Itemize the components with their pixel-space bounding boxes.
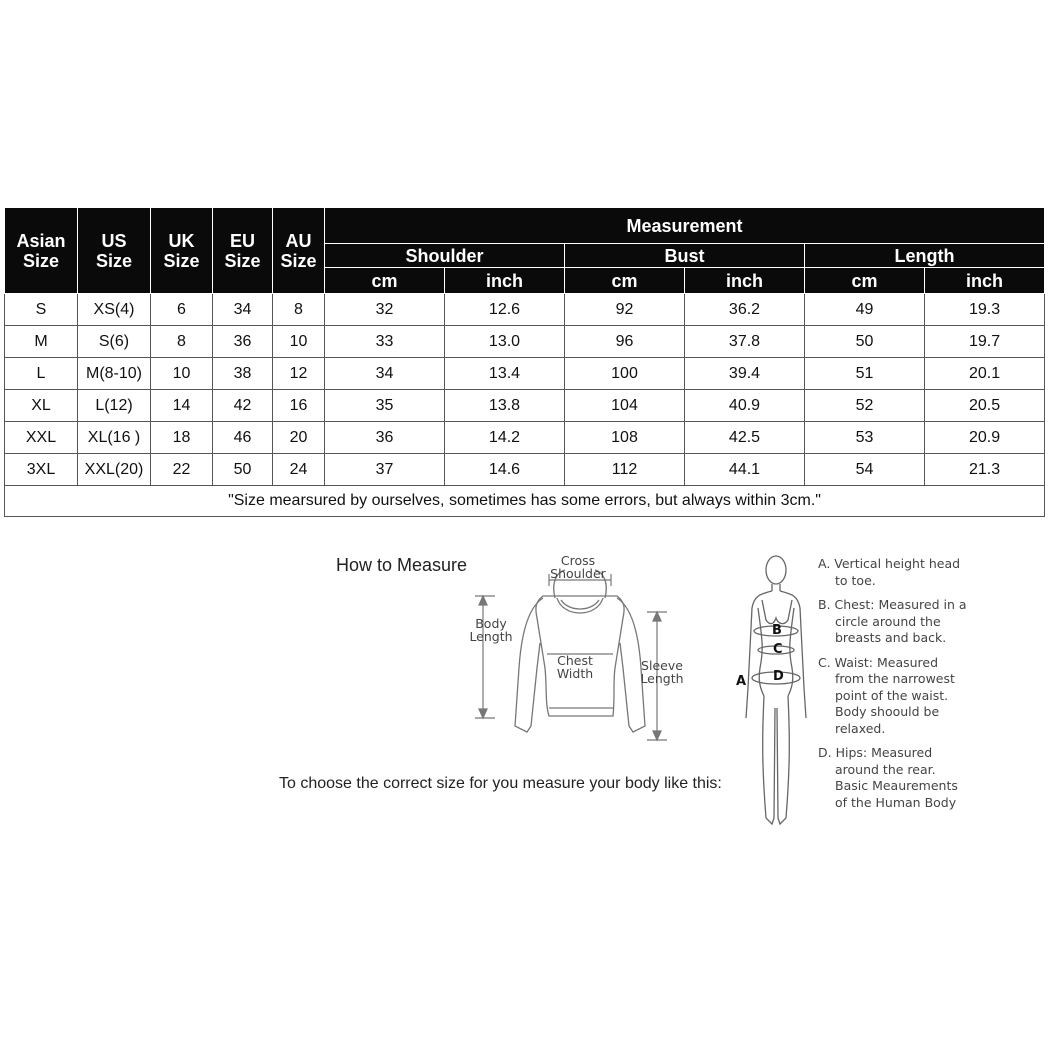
header-bust: Bust [565, 244, 805, 268]
table-cell: 36 [325, 422, 445, 454]
table-cell: 20.9 [925, 422, 1045, 454]
table-cell: 34 [325, 358, 445, 390]
table-cell: 14.6 [445, 454, 565, 486]
table-cell: 33 [325, 326, 445, 358]
table-cell: S(6) [78, 326, 151, 358]
table-row [5, 390, 1045, 422]
label-body-length: Body Length [469, 616, 513, 644]
table-cell: 39.4 [685, 358, 805, 390]
header-unit: inch [925, 268, 1045, 294]
table-cell: M [5, 326, 78, 358]
table-cell: 52 [805, 390, 925, 422]
table-cell: 37.8 [685, 326, 805, 358]
table-cell: 108 [565, 422, 685, 454]
header-us-size: US Size [78, 208, 151, 294]
table-cell: 10 [273, 326, 325, 358]
header-length: Length [805, 244, 1045, 268]
legend-item-d: D. Hips: Measured around the rear. Basic Meaurements of the Human Body [818, 745, 958, 810]
table-row [5, 422, 1045, 454]
legend-item-b: B. Chest: Measured in a circle around the breasts and back. [818, 597, 967, 645]
table-row [5, 294, 1045, 326]
header-uk-size: UK Size [151, 208, 213, 294]
table-cell: 53 [805, 422, 925, 454]
table-cell: S [5, 294, 78, 326]
table-row [5, 358, 1045, 390]
table-cell: 22 [151, 454, 213, 486]
label-chest-width: Chest Width [556, 653, 594, 681]
body-label-c: C [773, 642, 783, 657]
body-label-d: D [773, 669, 784, 684]
header-eu-size: EU Size [213, 208, 273, 294]
table-cell: XXL(20) [78, 454, 151, 486]
table-cell: 18 [151, 422, 213, 454]
table-cell: 24 [273, 454, 325, 486]
table-cell: 20.5 [925, 390, 1045, 422]
table-cell: 12.6 [445, 294, 565, 326]
table-cell: L [5, 358, 78, 390]
table-cell: 19.7 [925, 326, 1045, 358]
table-cell: 104 [565, 390, 685, 422]
how-to-measure-title: How to Measure [336, 555, 468, 575]
table-cell: 19.3 [925, 294, 1045, 326]
table-note: "Size mearsured by ourselves, sometimes has some errors, but always within 3cm." [5, 486, 1045, 517]
header-unit: cm [325, 268, 445, 294]
header-au-size: AU Size [273, 208, 325, 294]
size-chart-table [4, 207, 1045, 517]
table-cell: 44.1 [685, 454, 805, 486]
table-cell: 46 [213, 422, 273, 454]
table-cell: 13.4 [445, 358, 565, 390]
header-unit: inch [445, 268, 565, 294]
table-cell: 42 [213, 390, 273, 422]
table-cell: 14.2 [445, 422, 565, 454]
table-cell: 50 [213, 454, 273, 486]
table-cell: 34 [213, 294, 273, 326]
table-cell: 36 [213, 326, 273, 358]
table-cell: XS(4) [78, 294, 151, 326]
table-cell: XL [5, 390, 78, 422]
table-cell: 100 [565, 358, 685, 390]
table-cell: 37 [325, 454, 445, 486]
table-cell: 49 [805, 294, 925, 326]
table-cell: 20.1 [925, 358, 1045, 390]
header-asian-size: Asian Size [5, 208, 78, 294]
table-cell: 6 [151, 294, 213, 326]
table-cell: 8 [273, 294, 325, 326]
table-cell: 50 [805, 326, 925, 358]
table-cell: 96 [565, 326, 685, 358]
table-cell: 16 [273, 390, 325, 422]
table-cell: 35 [325, 390, 445, 422]
table-cell: 8 [151, 326, 213, 358]
legend-item-a: A. Vertical height head to toe. [818, 556, 961, 588]
table-cell: 38 [213, 358, 273, 390]
table-cell: 14 [151, 390, 213, 422]
label-cross-shoulder: Cross Shoulder [550, 553, 606, 581]
body-measure-legend [818, 556, 978, 819]
table-cell: 3XL [5, 454, 78, 486]
body-label-a: A [736, 674, 747, 689]
table-cell: 32 [325, 294, 445, 326]
label-sleeve-length: Sleeve Length [640, 658, 684, 686]
table-cell: 112 [565, 454, 685, 486]
table-cell: 42.5 [685, 422, 805, 454]
table-cell: L(12) [78, 390, 151, 422]
table-cell: 36.2 [685, 294, 805, 326]
table-cell: 20 [273, 422, 325, 454]
body-label-b: B [772, 623, 782, 638]
header-unit: inch [685, 268, 805, 294]
table-cell: XXL [5, 422, 78, 454]
header-unit: cm [565, 268, 685, 294]
table-cell: 51 [805, 358, 925, 390]
table-cell: 54 [805, 454, 925, 486]
header-measurement: Measurement [325, 208, 1045, 244]
body-diagram [740, 548, 820, 830]
header-unit: cm [805, 268, 925, 294]
table-row [5, 454, 1045, 486]
table-cell: 13.8 [445, 390, 565, 422]
table-cell: 10 [151, 358, 213, 390]
legend-item-c: C. Waist: Measured from the narrowest point of the waist. Body shoould be relaxed. [818, 654, 955, 736]
table-cell: M(8-10) [78, 358, 151, 390]
choose-size-instruction: To choose the correct size for you measure your body like this: [279, 775, 722, 792]
table-cell: 21.3 [925, 454, 1045, 486]
table-cell: XL(16 ) [78, 422, 151, 454]
table-cell: 13.0 [445, 326, 565, 358]
table-row [5, 326, 1045, 358]
header-shoulder: Shoulder [325, 244, 565, 268]
table-cell: 92 [565, 294, 685, 326]
table-cell: 12 [273, 358, 325, 390]
table-cell: 40.9 [685, 390, 805, 422]
